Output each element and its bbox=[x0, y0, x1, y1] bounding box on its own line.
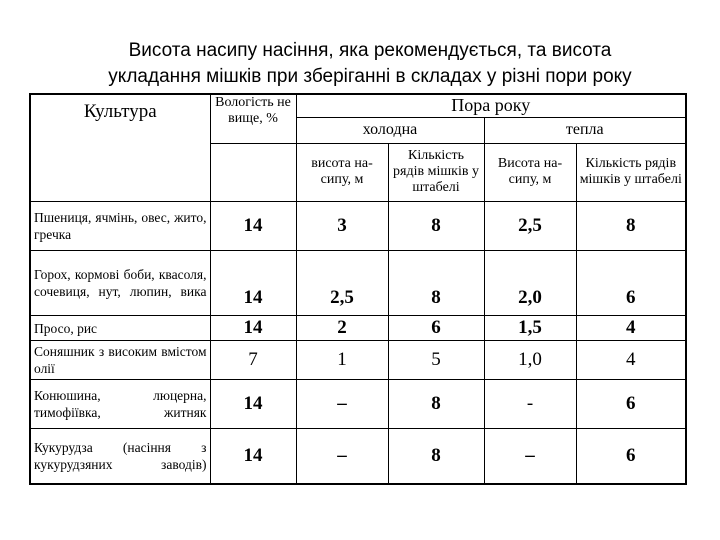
cold-height-cell: 2 bbox=[296, 316, 388, 341]
header-moisture: Вологість не вище, % bbox=[210, 94, 296, 144]
table-row bbox=[30, 250, 686, 316]
warm-rows-cell: 6 bbox=[576, 429, 686, 484]
crop-cell: Соняшник з високим вмістом олії bbox=[30, 340, 210, 379]
cold-rows-cell: 8 bbox=[388, 250, 484, 316]
cold-rows-cell: 8 bbox=[388, 379, 484, 428]
cold-rows-cell: 5 bbox=[388, 340, 484, 379]
crop-cell: Горох, кормові боби, квасоля, сочевиця, нут, люпин, вика bbox=[30, 250, 210, 316]
warm-rows-cell: 4 bbox=[576, 340, 686, 379]
moisture-cell: 14 bbox=[210, 429, 296, 484]
header-warm-rows: Кількість рядів мішків у штабелі bbox=[576, 144, 686, 201]
header-crop: Культура bbox=[30, 94, 210, 201]
crop-cell: Пшениця, ячмінь, овес, жито, гречка bbox=[30, 201, 210, 250]
warm-height-cell: 1,5 bbox=[484, 316, 576, 341]
moisture-cell: 7 bbox=[210, 340, 296, 379]
warm-height-cell: 2,0 bbox=[484, 250, 576, 316]
header-cold: холодна bbox=[296, 117, 484, 144]
moisture-cell: 14 bbox=[210, 250, 296, 316]
header-season: Пора року bbox=[296, 94, 686, 117]
moisture-cell: 14 bbox=[210, 316, 296, 341]
header-moisture-cont bbox=[210, 144, 296, 201]
header-warm-height: Висота на-сипу, м bbox=[484, 144, 576, 201]
cold-height-cell: 2,5 bbox=[296, 250, 388, 316]
warm-height-cell: - bbox=[484, 379, 576, 428]
warm-rows-cell: 6 bbox=[576, 379, 686, 428]
warm-height-cell: 1,0 bbox=[484, 340, 576, 379]
cold-height-cell: – bbox=[296, 429, 388, 484]
storage-table bbox=[29, 93, 687, 485]
header-cold-height: висота на-сипу, м bbox=[296, 144, 388, 201]
warm-rows-cell: 6 bbox=[576, 250, 686, 316]
warm-height-cell: 2,5 bbox=[484, 201, 576, 250]
table-row bbox=[30, 379, 686, 428]
warm-height-cell: – bbox=[484, 429, 576, 484]
cold-rows-cell: 8 bbox=[388, 201, 484, 250]
warm-rows-cell: 4 bbox=[576, 316, 686, 341]
crop-cell: Кукурудза (насіння з кукурудзяних заводів) bbox=[30, 429, 210, 484]
cold-height-cell: 3 bbox=[296, 201, 388, 250]
table-row bbox=[30, 316, 686, 341]
page-title bbox=[40, 38, 700, 90]
cold-height-cell: – bbox=[296, 379, 388, 428]
crop-cell: Просо, рис bbox=[30, 316, 210, 341]
title-line-1: Висота насипу насіння, яка рекомендується, та висота bbox=[128, 40, 612, 61]
table-row bbox=[30, 201, 686, 250]
title-line-2: укладання мішків при зберіганні в складах у різні пори року bbox=[108, 66, 632, 87]
crop-cell: Конюшина, люцерна, тимофіївка, житняк bbox=[30, 379, 210, 428]
table-row bbox=[30, 340, 686, 379]
cold-rows-cell: 6 bbox=[388, 316, 484, 341]
cold-rows-cell: 8 bbox=[388, 429, 484, 484]
moisture-cell: 14 bbox=[210, 201, 296, 250]
header-cold-rows: Кількість рядів мішків у штабелі bbox=[388, 144, 484, 201]
header-warm: тепла bbox=[484, 117, 686, 144]
cold-height-cell: 1 bbox=[296, 340, 388, 379]
table-row bbox=[30, 429, 686, 484]
warm-rows-cell: 8 bbox=[576, 201, 686, 250]
moisture-cell: 14 bbox=[210, 379, 296, 428]
